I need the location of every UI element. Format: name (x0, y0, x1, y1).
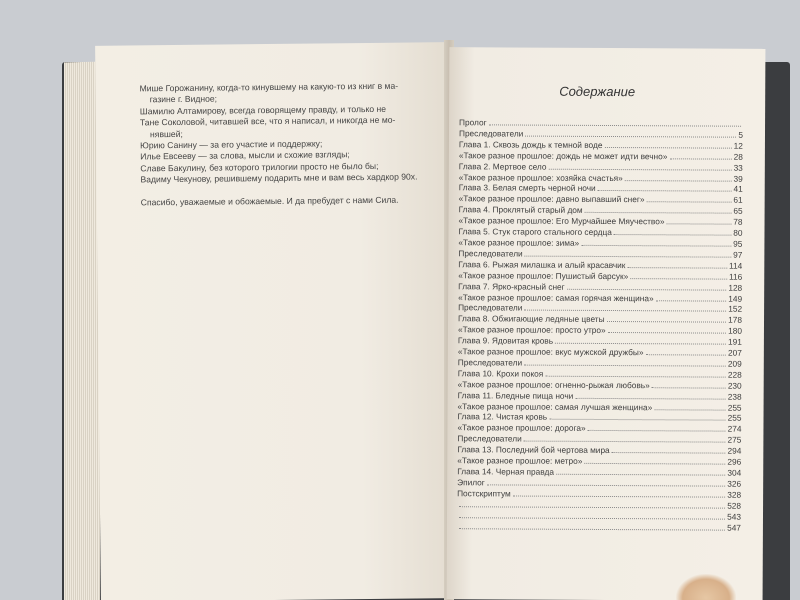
dedication-line: Мише Горожанину, когда-то кинувшему на какую-то из книг в ма- (139, 80, 399, 94)
toc-entry-title: «Такое разное прошлое: Его Мурчайшее Мяучество» (458, 215, 665, 227)
toc-entry-page: 12 (733, 140, 743, 151)
toc-entry-page: 178 (728, 314, 743, 326)
toc-entry-title: «Такое разное прошлое: Пушистый барсук» (458, 269, 629, 281)
toc-entry-title: «Такое разное прошлое: хозяйка счастья» (458, 171, 623, 183)
dedication-line: Тане Соколовой, читавшей все, что я написал, и никогда не мо- (139, 114, 396, 128)
toc-entry-title: Глава 13. Последний бой чертова мира (457, 444, 610, 456)
toc-leader-dots (548, 161, 731, 170)
toc-leader-dots (524, 358, 726, 367)
toc-leader-dots (666, 216, 731, 224)
toc-entry-title: Глава 7. Ярко-красный снег (458, 280, 565, 292)
toc-entry (457, 521, 741, 533)
dedication-line: Шамилю Алтамирову, всегда говорящему правду, и только не (139, 103, 387, 117)
left-page (95, 42, 451, 600)
dedication-line: Спасибо, уважаемые и обожаемые. И да пребудет с нами Сила. (140, 194, 399, 208)
toc-entry-page: 41 (733, 184, 743, 195)
toc-leader-dots (584, 456, 725, 465)
right-page (447, 47, 766, 600)
toc-entry-page: 65 (733, 205, 743, 216)
dedication-line: Илье Евсееву — за слова, мысли и схожие взгляды; (140, 149, 350, 162)
toc-entry-title: «Такое разное прошлое: зима» (458, 237, 580, 248)
toc-entry-page: 296 (727, 456, 742, 467)
toc-entry-page: 33 (733, 162, 743, 173)
toc-entry-title: Глава 14. Черная правда (457, 466, 555, 477)
toc-entry-title: Глава 11. Бледные пища ночи (457, 389, 574, 401)
toc-entry-title: Глава 8. Обжигающие ледяные цветы (458, 313, 605, 325)
toc-leader-dots (545, 369, 726, 378)
toc-leader-dots (614, 227, 731, 236)
toc-leader-dots (654, 402, 726, 410)
toc-entry-page: 61 (733, 195, 743, 206)
toc-leader-dots (525, 128, 736, 137)
toc-list (457, 117, 743, 533)
toc-leader-dots (459, 510, 725, 519)
toc-leader-dots (652, 380, 726, 388)
toc-entry-title: «Такое разное прошлое: вкус мужской дружбы» (457, 346, 644, 358)
toc-entry-title: Глава 9. Ядовитая кровь (457, 335, 554, 346)
toc-entry-title: Глава 2. Мертвое село (458, 160, 547, 172)
toc-entry-title: Глава 6. Рыжая милашка и алый красавчик (458, 259, 626, 270)
toc-entry-page: 128 (728, 282, 743, 293)
toc-entry-title: Глава 12. Чистая кровь (457, 411, 548, 423)
toc-leader-dots (630, 271, 727, 280)
toc-entry-page: 149 (728, 293, 743, 304)
toc-leader-dots (555, 336, 726, 345)
toc-entry-title: «Такое разное прошлое: самая лучшая женщина» (457, 400, 653, 412)
toc-leader-dots (612, 445, 726, 454)
toc-entry-page: 547 (727, 522, 741, 533)
toc-entry-page: 152 (728, 304, 743, 315)
toc-entry-page: 528 (727, 500, 742, 511)
dedication-line: Вадиму Чекунову, решившему подарить мне и вам весь хардкор 90х. (140, 171, 418, 185)
toc-entry-page: 5 (738, 129, 744, 140)
toc-entry-title: Глава 1. Сквозь дождь к темной воде (458, 139, 603, 150)
toc-leader-dots (625, 173, 732, 182)
toc-leader-dots (459, 499, 725, 508)
toc-entry-title: Преследователи (458, 302, 523, 313)
toc-entry-title: Пролог (459, 117, 487, 128)
toc-leader-dots (487, 477, 726, 486)
toc-leader-dots (567, 281, 727, 290)
toc-leader-dots (556, 467, 725, 476)
page-edges (64, 62, 100, 600)
toc-leader-dots (646, 195, 731, 203)
toc-entry-page: 39 (733, 173, 743, 184)
thumb (676, 574, 736, 600)
toc-leader-dots (598, 183, 732, 192)
toc-entry-title: «Такое разное прошлое: дорога» (457, 422, 586, 434)
toc-entry-page: 238 (727, 391, 742, 402)
toc-entry-title: Преследователи (457, 433, 522, 444)
toc-leader-dots (669, 151, 731, 159)
dedication-line: Юрию Санину — за его участие и поддержку; (140, 138, 323, 151)
toc-leader-dots (627, 260, 727, 269)
dedication-line: нявшей; (149, 128, 183, 139)
toc-entry-title: Преследователи (458, 128, 524, 139)
toc-entry-page: 180 (728, 325, 742, 336)
toc-entry-title: «Такое разное прошлое: давно выпавший снег» (458, 193, 645, 205)
toc-entry-page: 95 (733, 238, 743, 249)
toc-entry-title: «Такое разное прошлое: метро» (457, 455, 583, 466)
toc-entry-page: 275 (727, 434, 742, 445)
toc-entry-page: 304 (727, 467, 742, 478)
toc-entry-page: 230 (727, 380, 742, 391)
toc-entry-title: Глава 4. Проклятый старый дом (458, 204, 583, 216)
toc-entry-title: «Такое разное прошлое: самая горячая женщина» (458, 291, 654, 303)
toc-entry-title: Глава 3. Белая смерть черной ночи (458, 182, 596, 194)
toc-leader-dots (525, 248, 731, 257)
toc-leader-dots (575, 390, 725, 399)
toc-entry-page: 116 (728, 271, 743, 282)
toc-entry-title: «Такое разное прошлое: просто утро» (457, 324, 606, 336)
toc-entry-title: Преследователи (457, 357, 523, 368)
toc-entry-title: Эпилог (457, 477, 485, 488)
toc-entry-page: 97 (733, 249, 743, 260)
toc-entry-page: 328 (727, 489, 742, 500)
toc-leader-dots (607, 314, 727, 323)
toc-entry-page: 228 (727, 369, 742, 380)
toc-leader-dots (604, 140, 731, 149)
dedication-text (139, 80, 435, 208)
toc-leader-dots (585, 205, 732, 214)
toc-entry-title: Преследователи (458, 248, 523, 259)
toc-entry-page: 543 (727, 511, 742, 522)
toc-leader-dots (588, 423, 726, 432)
toc-entry-page: 78 (733, 216, 743, 227)
toc-entry-page: 255 (727, 413, 742, 424)
toc-leader-dots (524, 434, 726, 443)
toc-entry-page: 114 (729, 260, 743, 271)
toc-leader-dots (608, 325, 727, 334)
toc-entry-page: 28 (733, 151, 743, 162)
toc-entry-title: «Такое разное прошлое: дождь не может идти вечно» (458, 149, 668, 162)
toc-entry-title: «Такое разное прошлое: огненно-рыжая любовь» (457, 378, 650, 390)
toc-leader-dots (513, 488, 726, 497)
toc-leader-dots (581, 238, 731, 247)
toc-leader-dots (549, 412, 726, 421)
toc-leader-dots (489, 117, 741, 126)
toc-leader-dots (645, 347, 726, 355)
toc-entry-page: 326 (727, 478, 742, 489)
toc-entry-page: 255 (727, 402, 742, 413)
toc-entry-page: 207 (727, 347, 742, 358)
toc-title: Содержание (559, 83, 636, 100)
toc-entry-page: 274 (727, 424, 742, 435)
toc-entry-title: Глава 5. Стук старого стального сердца (458, 226, 612, 238)
toc-entry-title: Постскриптум (457, 488, 511, 499)
toc-entry-page: 191 (728, 336, 742, 347)
toc-entry-page: 294 (727, 445, 742, 456)
dedication-line: Славе Бакулину, без которого трилогии просто не было бы; (140, 160, 379, 174)
toc-entry-page: 209 (727, 358, 742, 369)
toc-leader-dots (459, 521, 725, 530)
toc-leader-dots (524, 303, 726, 312)
toc-leader-dots (656, 293, 727, 301)
toc-entry-title: Глава 10. Крохи покоя (457, 368, 544, 379)
dedication-line: газине г. Видное; (149, 93, 218, 105)
toc-entry-page: 80 (733, 227, 743, 238)
